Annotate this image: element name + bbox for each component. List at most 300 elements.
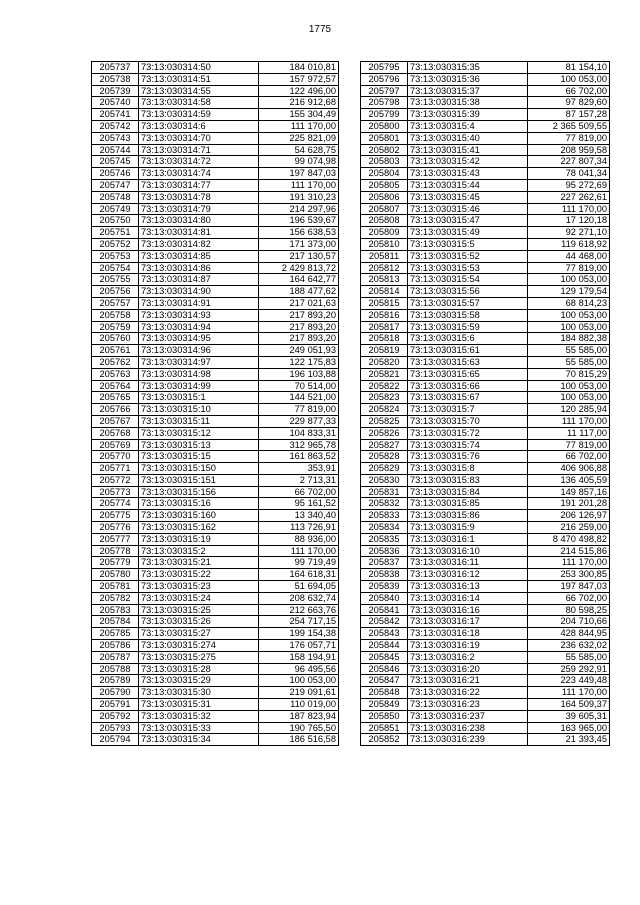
table-row (361, 545, 610, 557)
cadastral-value: 312 965,78 (259, 439, 339, 451)
table-body-left (92, 62, 339, 746)
cadastral-number: 73:13:030315:16 (139, 498, 259, 510)
table-row (361, 604, 610, 616)
page-number: 1775 (308, 24, 332, 35)
cadastral-value: 95 161,52 (259, 498, 339, 510)
cadastral-number: 73:13:030315:41 (408, 144, 528, 156)
cadastral-value: 428 844,95 (528, 628, 610, 640)
row-number: 205798 (361, 97, 408, 109)
row-number: 205805 (361, 179, 408, 191)
table-row (361, 203, 610, 215)
row-number: 205822 (361, 380, 408, 392)
cadastral-number: 73:13:030314:81 (139, 227, 259, 239)
cadastral-number: 73:13:030315:83 (408, 474, 528, 486)
row-number: 205765 (92, 392, 139, 404)
row-number: 205786 (92, 640, 139, 652)
table-row (361, 380, 610, 392)
cadastral-number: 73:13:030315:151 (139, 474, 259, 486)
cadastral-number: 73:13:030315:19 (139, 533, 259, 545)
cadastral-number: 73:13:030316:237 (408, 710, 528, 722)
cadastral-value: 171 373,00 (259, 238, 339, 250)
cadastral-number: 73:13:030314:87 (139, 274, 259, 286)
table-row (92, 699, 339, 711)
row-number: 205775 (92, 510, 139, 522)
cadastral-number: 73:13:030315:5 (408, 238, 528, 250)
row-number: 205810 (361, 238, 408, 250)
cadastral-number: 73:13:030314:95 (139, 333, 259, 345)
row-number: 205772 (92, 474, 139, 486)
cadastral-number: 73:13:030315:33 (139, 722, 259, 734)
table-row (92, 474, 339, 486)
cadastral-value: 51 694,05 (259, 581, 339, 593)
table-row (92, 592, 339, 604)
cadastral-value: 66 702,00 (528, 451, 610, 463)
cadastral-number: 73:13:030316:22 (408, 687, 528, 699)
table-row (361, 156, 610, 168)
row-number: 205789 (92, 675, 139, 687)
cadastral-number: 73:13:030315:34 (139, 734, 259, 746)
cadastral-number: 73:13:030315:66 (408, 380, 528, 392)
row-number: 205781 (92, 581, 139, 593)
table-row (361, 62, 610, 74)
cadastral-value: 196 539,67 (259, 215, 339, 227)
cadastral-value: 254 717,15 (259, 616, 339, 628)
table-row (92, 604, 339, 616)
cadastral-value: 55 585,00 (528, 651, 610, 663)
cadastral-value: 100 053,00 (528, 380, 610, 392)
cadastral-number: 73:13:030315:46 (408, 203, 528, 215)
cadastral-number: 73:13:030314:86 (139, 262, 259, 274)
table-row (92, 286, 339, 298)
cadastral-value: 2 713,31 (259, 474, 339, 486)
cadastral-value: 191 310,23 (259, 191, 339, 203)
cadastral-value: 111 170,00 (259, 179, 339, 191)
cadastral-number: 73:13:030315:74 (408, 439, 528, 451)
table-row (361, 144, 610, 156)
table-row (92, 427, 339, 439)
cadastral-number: 73:13:030315:57 (408, 297, 528, 309)
row-number: 205812 (361, 262, 408, 274)
table-row (92, 345, 339, 357)
cadastral-value: 77 819,00 (528, 262, 610, 274)
row-number: 205790 (92, 687, 139, 699)
row-number: 205750 (92, 215, 139, 227)
cadastral-value: 77 819,00 (528, 132, 610, 144)
row-number: 205808 (361, 215, 408, 227)
row-number: 205813 (361, 274, 408, 286)
row-number: 205845 (361, 651, 408, 663)
cadastral-value: 97 829,60 (528, 97, 610, 109)
cadastral-number: 73:13:030315:7 (408, 404, 528, 416)
cadastral-value: 184 010,81 (259, 62, 339, 74)
cadastral-value: 99 074,98 (259, 156, 339, 168)
row-number: 205755 (92, 274, 139, 286)
cadastral-value: 96 495,56 (259, 663, 339, 675)
cadastral-number: 73:13:030315:72 (408, 427, 528, 439)
cadastral-number: 73:13:030315:63 (408, 356, 528, 368)
table-row (92, 333, 339, 345)
row-number: 205823 (361, 392, 408, 404)
row-number: 205851 (361, 722, 408, 734)
cadastral-value: 208 959,58 (528, 144, 610, 156)
row-number: 205783 (92, 604, 139, 616)
cadastral-value: 196 103,88 (259, 368, 339, 380)
table-row (92, 368, 339, 380)
cadastral-number: 73:13:030315:23 (139, 581, 259, 593)
cadastral-number: 73:13:030315:52 (408, 250, 528, 262)
cadastral-number: 73:13:030314:74 (139, 168, 259, 180)
row-number: 205838 (361, 569, 408, 581)
cadastral-value: 144 521,00 (259, 392, 339, 404)
cadastral-value: 122 496,00 (259, 85, 339, 97)
table-row (92, 675, 339, 687)
cadastral-number: 73:13:030316:1 (408, 533, 528, 545)
row-number: 205779 (92, 557, 139, 569)
cadastral-value: 92 271,10 (528, 227, 610, 239)
cadastral-value: 2 429 813,72 (259, 262, 339, 274)
row-number: 205770 (92, 451, 139, 463)
row-number: 205829 (361, 463, 408, 475)
row-number: 205814 (361, 286, 408, 298)
cadastral-value: 113 726,91 (259, 522, 339, 534)
row-number: 205817 (361, 321, 408, 333)
cadastral-value: 227 262,61 (528, 191, 610, 203)
table-row (361, 722, 610, 734)
row-number: 205758 (92, 309, 139, 321)
cadastral-value: 186 516,58 (259, 734, 339, 746)
cadastral-number: 73:13:030315:65 (408, 368, 528, 380)
row-number: 205844 (361, 640, 408, 652)
cadastral-number: 73:13:030314:72 (139, 156, 259, 168)
cadastral-number: 73:13:030315:25 (139, 604, 259, 616)
table-row (361, 628, 610, 640)
cadastral-value: 100 053,00 (528, 73, 610, 85)
table-row (92, 581, 339, 593)
cadastral-value: 2 365 509,55 (528, 120, 610, 132)
cadastral-value: 225 821,09 (259, 132, 339, 144)
cadastral-number: 73:13:030314:97 (139, 356, 259, 368)
row-number: 205835 (361, 533, 408, 545)
table-row (92, 144, 339, 156)
cadastral-value: 157 972,57 (259, 73, 339, 85)
row-number: 205748 (92, 191, 139, 203)
cadastral-value: 70 514,00 (259, 380, 339, 392)
cadastral-number: 73:13:030315:67 (408, 392, 528, 404)
cadastral-number: 73:13:030315:84 (408, 486, 528, 498)
row-number: 205740 (92, 97, 139, 109)
table-row (361, 73, 610, 85)
cadastral-value: 13 340,40 (259, 510, 339, 522)
row-number: 205841 (361, 604, 408, 616)
cadastral-number: 73:13:030316:10 (408, 545, 528, 557)
cadastral-value: 164 618,31 (259, 569, 339, 581)
cadastral-number: 73:13:030315:150 (139, 463, 259, 475)
table-row (92, 227, 339, 239)
cadastral-value: 70 815,29 (528, 368, 610, 380)
table-row (92, 404, 339, 416)
cadastral-number: 73:13:030315:1 (139, 392, 259, 404)
table-row (361, 345, 610, 357)
cadastral-value: 214 515,86 (528, 545, 610, 557)
cadastral-number: 73:13:030315:70 (408, 415, 528, 427)
table-row (361, 498, 610, 510)
row-number: 205831 (361, 486, 408, 498)
registry-table-right (360, 61, 610, 746)
cadastral-value: 217 021,63 (259, 297, 339, 309)
row-number: 205787 (92, 651, 139, 663)
cadastral-number: 73:13:030316:13 (408, 581, 528, 593)
table-row (92, 415, 339, 427)
row-number: 205747 (92, 179, 139, 191)
cadastral-number: 73:13:030315:22 (139, 569, 259, 581)
cadastral-number: 73:13:030315:32 (139, 710, 259, 722)
table-row (92, 498, 339, 510)
table-row (361, 120, 610, 132)
table-row (92, 250, 339, 262)
cadastral-number: 73:13:030315:49 (408, 227, 528, 239)
table-row (361, 321, 610, 333)
cadastral-number: 73:13:030314:50 (139, 62, 259, 74)
table-row (92, 297, 339, 309)
cadastral-value: 188 477,62 (259, 286, 339, 298)
table-row (361, 533, 610, 545)
table-row (92, 486, 339, 498)
table-row (361, 132, 610, 144)
row-number: 205763 (92, 368, 139, 380)
cadastral-number: 73:13:030316:18 (408, 628, 528, 640)
table-row (92, 380, 339, 392)
cadastral-number: 73:13:030316:23 (408, 699, 528, 711)
cadastral-value: 54 628,75 (259, 144, 339, 156)
row-number: 205815 (361, 297, 408, 309)
cadastral-number: 73:13:030315:35 (408, 62, 528, 74)
cadastral-number: 73:13:030315:56 (408, 286, 528, 298)
row-number: 205739 (92, 85, 139, 97)
cadastral-value: 149 857,16 (528, 486, 610, 498)
table-row (92, 85, 339, 97)
table-row (92, 321, 339, 333)
row-number: 205766 (92, 404, 139, 416)
table-row (92, 640, 339, 652)
row-number: 205769 (92, 439, 139, 451)
cadastral-number: 73:13:030315:29 (139, 675, 259, 687)
row-number: 205811 (361, 250, 408, 262)
row-number: 205743 (92, 132, 139, 144)
table-row (92, 522, 339, 534)
row-number: 205741 (92, 109, 139, 121)
cadastral-value: 55 585,00 (528, 356, 610, 368)
cadastral-value: 199 154,38 (259, 628, 339, 640)
cadastral-number: 73:13:030314:93 (139, 309, 259, 321)
row-number: 205818 (361, 333, 408, 345)
table-row (361, 675, 610, 687)
cadastral-number: 73:13:030314:51 (139, 73, 259, 85)
cadastral-value: 406 906,88 (528, 463, 610, 475)
cadastral-value: 66 702,00 (528, 85, 610, 97)
table-row (92, 97, 339, 109)
cadastral-value: 208 632,74 (259, 592, 339, 604)
cadastral-value: 55 585,00 (528, 345, 610, 357)
cadastral-value: 158 194,91 (259, 651, 339, 663)
row-number: 205834 (361, 522, 408, 534)
cadastral-number: 73:13:030316:14 (408, 592, 528, 604)
cadastral-value: 353,91 (259, 463, 339, 475)
table-row (92, 262, 339, 274)
cadastral-value: 21 393,45 (528, 734, 610, 746)
cadastral-number: 73:13:030315:13 (139, 439, 259, 451)
table-row (92, 356, 339, 368)
table-row (361, 415, 610, 427)
cadastral-number: 73:13:030315:53 (408, 262, 528, 274)
cadastral-number: 73:13:030314:85 (139, 250, 259, 262)
table-row (361, 687, 610, 699)
table-row (361, 699, 610, 711)
table-row (361, 392, 610, 404)
row-number: 205846 (361, 663, 408, 675)
table-row (361, 463, 610, 475)
cadastral-number: 73:13:030316:238 (408, 722, 528, 734)
row-number: 205792 (92, 710, 139, 722)
row-number: 205745 (92, 156, 139, 168)
cadastral-value: 104 833,31 (259, 427, 339, 439)
cadastral-number: 73:13:030315:76 (408, 451, 528, 463)
table-row (92, 663, 339, 675)
registry-table-left (91, 61, 339, 746)
table-row (92, 168, 339, 180)
cadastral-value: 206 126,97 (528, 510, 610, 522)
cadastral-value: 119 618,92 (528, 238, 610, 250)
cadastral-number: 73:13:030316:16 (408, 604, 528, 616)
row-number: 205807 (361, 203, 408, 215)
cadastral-value: 11 117,00 (528, 427, 610, 439)
cadastral-value: 95 272,69 (528, 179, 610, 191)
row-number: 205840 (361, 592, 408, 604)
cadastral-number: 73:13:030314:98 (139, 368, 259, 380)
row-number: 205774 (92, 498, 139, 510)
table-row (361, 191, 610, 203)
row-number: 205849 (361, 699, 408, 711)
table-row (92, 203, 339, 215)
cadastral-value: 161 863,52 (259, 451, 339, 463)
cadastral-value: 197 847,03 (259, 168, 339, 180)
cadastral-value: 155 304,49 (259, 109, 339, 121)
table-row (92, 215, 339, 227)
row-number: 205762 (92, 356, 139, 368)
row-number: 205809 (361, 227, 408, 239)
cadastral-number: 73:13:030315:12 (139, 427, 259, 439)
cadastral-value: 78 041,34 (528, 168, 610, 180)
row-number: 205768 (92, 427, 139, 439)
table-row (361, 168, 610, 180)
table-row (361, 592, 610, 604)
cadastral-value: 236 632,02 (528, 640, 610, 652)
table-row (92, 451, 339, 463)
cadastral-number: 73:13:030314:80 (139, 215, 259, 227)
cadastral-number: 73:13:030316:17 (408, 616, 528, 628)
cadastral-value: 229 877,33 (259, 415, 339, 427)
cadastral-value: 111 170,00 (528, 203, 610, 215)
cadastral-number: 73:13:030314:79 (139, 203, 259, 215)
table-row (92, 510, 339, 522)
cadastral-value: 100 053,00 (528, 274, 610, 286)
cadastral-value: 176 057,71 (259, 640, 339, 652)
cadastral-value: 219 091,61 (259, 687, 339, 699)
row-number: 205850 (361, 710, 408, 722)
table-row (361, 640, 610, 652)
row-number: 205801 (361, 132, 408, 144)
cadastral-number: 73:13:030315:54 (408, 274, 528, 286)
row-number: 205803 (361, 156, 408, 168)
table-row (92, 616, 339, 628)
cadastral-value: 66 702,00 (259, 486, 339, 498)
row-number: 205839 (361, 581, 408, 593)
cadastral-number: 73:13:030315:10 (139, 404, 259, 416)
cadastral-value: 216 259,00 (528, 522, 610, 534)
table-row (92, 109, 339, 121)
cadastral-value: 163 965,00 (528, 722, 610, 734)
cadastral-value: 204 710,66 (528, 616, 610, 628)
cadastral-number: 73:13:030315:47 (408, 215, 528, 227)
table-row (92, 722, 339, 734)
row-number: 205821 (361, 368, 408, 380)
row-number: 205784 (92, 616, 139, 628)
cadastral-value: 212 663,76 (259, 604, 339, 616)
row-number: 205825 (361, 415, 408, 427)
row-number: 205737 (92, 62, 139, 74)
row-number: 205776 (92, 522, 139, 534)
cadastral-number: 73:13:030314:91 (139, 297, 259, 309)
cadastral-number: 73:13:030314:78 (139, 191, 259, 203)
cadastral-number: 73:13:030316:2 (408, 651, 528, 663)
row-number: 205824 (361, 404, 408, 416)
row-number: 205780 (92, 569, 139, 581)
cadastral-value: 17 120,18 (528, 215, 610, 227)
row-number: 205804 (361, 168, 408, 180)
row-number: 205796 (361, 73, 408, 85)
cadastral-number: 73:13:030315:15 (139, 451, 259, 463)
table-row (361, 85, 610, 97)
table-row (92, 545, 339, 557)
row-number: 205802 (361, 144, 408, 156)
row-number: 205759 (92, 321, 139, 333)
cadastral-value: 253 300,85 (528, 569, 610, 581)
table-row (361, 356, 610, 368)
cadastral-value: 217 893,20 (259, 333, 339, 345)
table-row (361, 368, 610, 380)
cadastral-number: 73:13:030314:6 (139, 120, 259, 132)
table-row (92, 120, 339, 132)
cadastral-number: 73:13:030315:274 (139, 640, 259, 652)
cadastral-number: 73:13:030315:39 (408, 109, 528, 121)
table-row (92, 687, 339, 699)
table-row (92, 156, 339, 168)
table-row (361, 333, 610, 345)
cadastral-number: 73:13:030315:31 (139, 699, 259, 711)
table-body-right (361, 62, 610, 746)
cadastral-number: 73:13:030315:9 (408, 522, 528, 534)
row-number: 205828 (361, 451, 408, 463)
cadastral-number: 73:13:030315:42 (408, 156, 528, 168)
table-row (361, 215, 610, 227)
cadastral-number: 73:13:030315:30 (139, 687, 259, 699)
table-row (92, 191, 339, 203)
cadastral-value: 214 297,96 (259, 203, 339, 215)
row-number: 205746 (92, 168, 139, 180)
cadastral-value: 120 285,94 (528, 404, 610, 416)
cadastral-number: 73:13:030314:94 (139, 321, 259, 333)
cadastral-value: 129 179,54 (528, 286, 610, 298)
cadastral-number: 73:13:030315:36 (408, 73, 528, 85)
